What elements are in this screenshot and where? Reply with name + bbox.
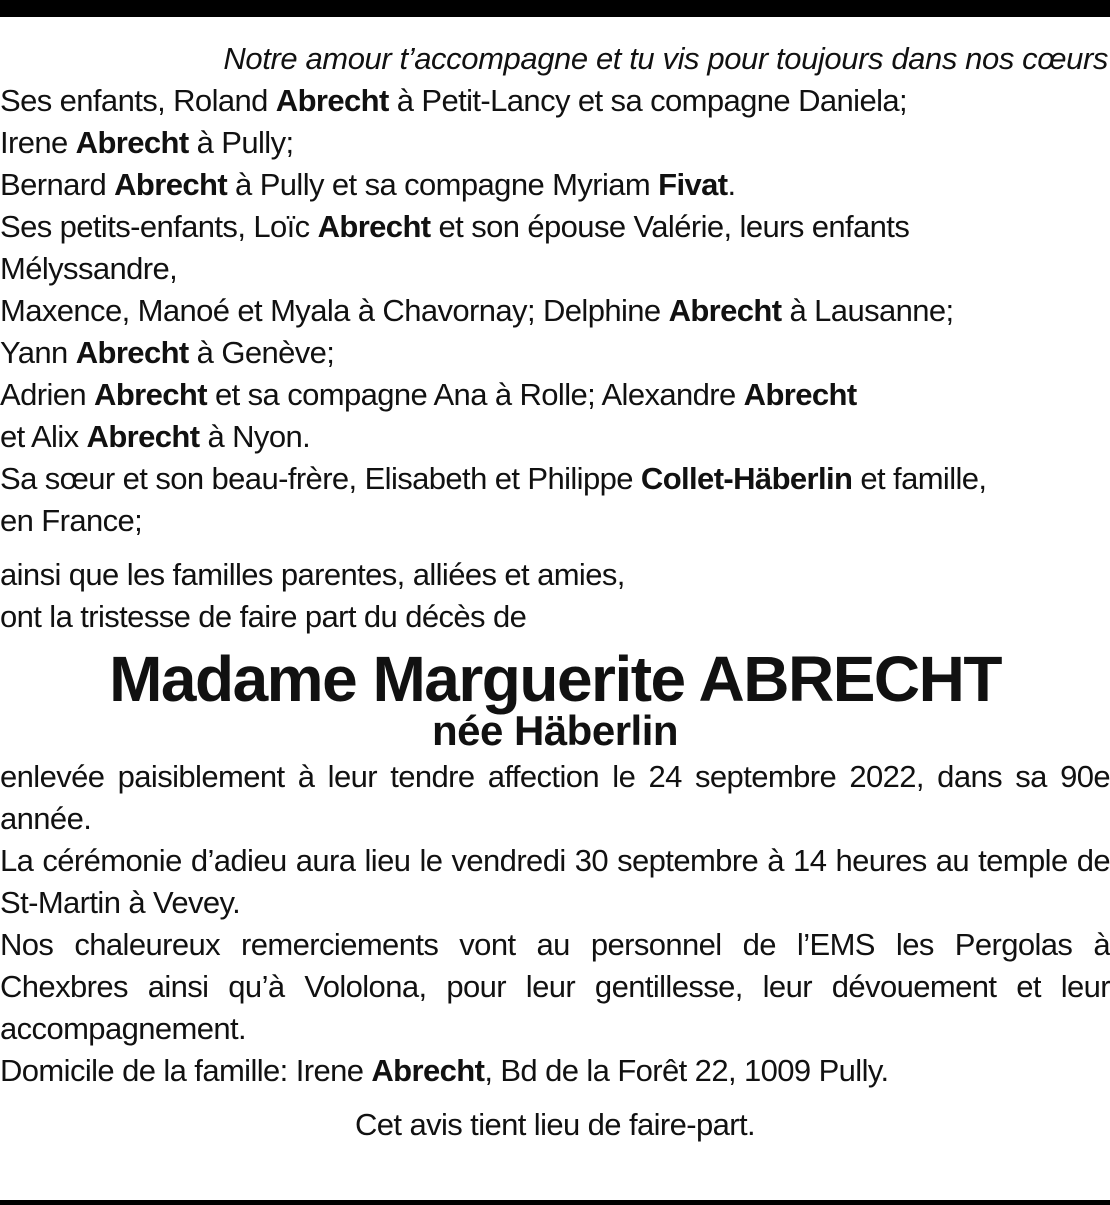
family-line: Ses petits-enfants, Loïc Abrecht et son épouse Valérie, leurs enfants: [0, 209, 910, 244]
family-list: [0, 80, 1110, 542]
notice-details: [0, 756, 1110, 1092]
bottom-border-rule: [0, 1200, 1110, 1205]
thanks-paragraph: Nos chaleureux remerciements vont au personnel de l’EMS les Pergolas à Chexbres ainsi qu’à Vololona, pour leur gentillesse, leur dévouement et leur accompagnement.: [0, 927, 1110, 1046]
motto: Notre amour t’accompagne et tu vis pour toujours dans nos cœurs: [223, 41, 1108, 76]
deceased-name: Madame Marguerite ABRECHT: [109, 643, 1001, 715]
ceremony-paragraph: La cérémonie d’adieu aura lieu le vendredi 30 septembre à 14 heures au temple de St-Martin à Vevey.: [0, 843, 1110, 920]
family-line: Mélyssandre,: [0, 251, 178, 286]
announcement-intro: [0, 554, 1110, 638]
family-line: Irene Abrecht à Pully;: [0, 125, 294, 160]
family-line: Bernard Abrecht à Pully et sa compagne Myriam Fivat.: [0, 167, 736, 202]
obituary-notice: [0, 38, 1110, 1146]
family-line: Sa sœur et son beau-frère, Elisabeth et Philippe Collet-Häberlin et famille,: [0, 461, 987, 496]
family-line: Yann Abrecht à Genève;: [0, 335, 335, 370]
family-line: en France;: [0, 503, 143, 538]
deceased-maiden-name: née Häberlin: [431, 707, 679, 754]
intro-line: ont la tristesse de faire part du décès de: [0, 599, 527, 634]
family-line: et Alix Abrecht à Nyon.: [0, 419, 311, 454]
domicile-line: Domicile de la famille: Irene Abrecht, Bd de la Forêt 22, 1009 Pully.: [0, 1053, 889, 1088]
intro-line: ainsi que les familles parentes, alliées et amies,: [0, 557, 625, 592]
family-line: Adrien Abrecht et sa compagne Ana à Rolle; Alexandre Abrecht: [0, 377, 857, 412]
family-line: Maxence, Manoé et Myala à Chavornay; Delphine Abrecht à Lausanne;: [0, 293, 954, 328]
closing-line: Cet avis tient lieu de faire-part.: [354, 1107, 756, 1142]
family-line: Ses enfants, Roland Abrecht à Petit-Lancy et sa compagne Daniela;: [0, 83, 908, 118]
top-border-rule: [0, 0, 1110, 17]
passing-paragraph: enlevée paisiblement à leur tendre affection le 24 septembre 2022, dans sa 90e année.: [0, 759, 1110, 836]
spacer: [0, 542, 1110, 554]
